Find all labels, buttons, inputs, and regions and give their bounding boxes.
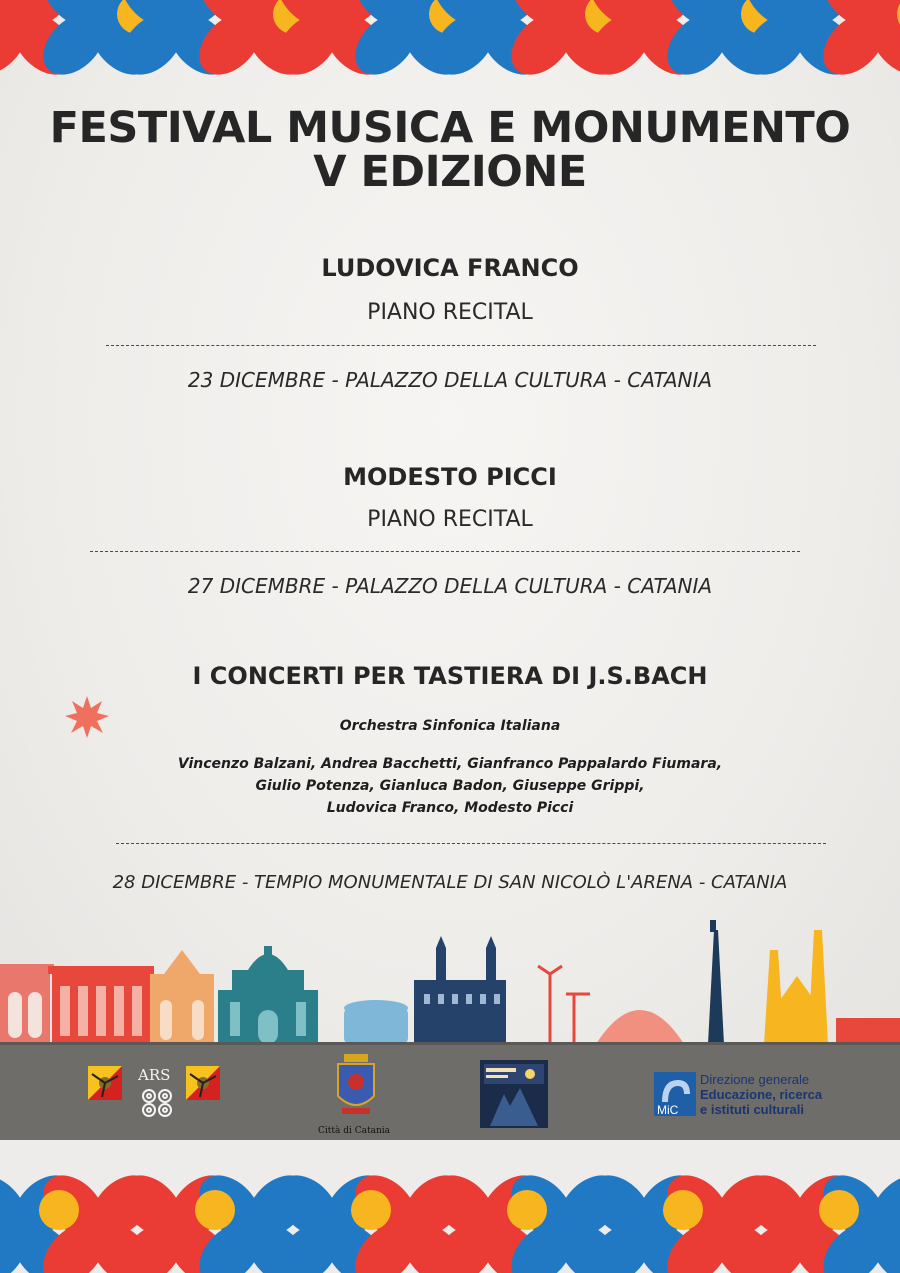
event-3-soloists [0,753,900,819]
event-3-dateline: 28 DICEMBRE - TEMPIO MONUMENTALE DI SAN NICOLÒ L'ARENA - CATANIA [112,872,788,893]
spiral-icon [140,1088,174,1118]
floral-dot [819,1190,859,1230]
event-1-program: PIANO RECITAL [367,300,533,325]
floral-dot [351,1190,391,1230]
soloists-line-3: Ludovica Franco, Modesto Picci [326,800,574,816]
catania-skyline-illustration [0,890,900,1050]
festival-title: FESTIVAL MUSICA E MONUMENTO [49,103,851,153]
floral-dot [39,1190,79,1230]
festival-edition: V EDIZIONE [313,147,587,197]
citta-di-catania-caption: Città di Catania [318,1126,390,1136]
top-floral-pattern [0,0,900,92]
event-2-performer: MODESTO PICCI [343,463,557,491]
regione-siciliana-logo [88,1066,122,1104]
event-1-dateline: 23 DICEMBRE - PALAZZO DELLA CULTURA - CATANIA [187,368,713,392]
mic-line-2: Educazione, ricerca [700,1087,823,1102]
regione-siciliana-turismo-logo [186,1066,220,1104]
poster-thumbnail [480,1060,548,1128]
soloists-line-2: Giulio Potenza, Gianluca Badon, Giuseppe Grippi, [255,778,645,794]
mic-logo-text [700,1072,890,1117]
citta-di-catania-logo [334,1052,378,1122]
trinacria-icon [88,1066,122,1104]
event-2-dateline: 27 DICEMBRE - PALAZZO DELLA CULTURA - CATANIA [187,574,713,598]
coat-of-arms-icon [334,1052,378,1122]
event-1-divider [106,345,816,346]
event-2-program: PIANO RECITAL [367,507,533,532]
bottom-floral-pattern [0,1140,900,1273]
event-1-performer: LUDOVICA FRANCO [321,254,579,282]
trinacria-icon [186,1066,220,1104]
event-3-title: I CONCERTI PER TASTIERA DI J.S.BACH [192,662,708,690]
event-3-divider [116,843,826,844]
natale-a-catania-logo [480,1060,548,1128]
floral-dot [663,1190,703,1230]
floral-dot [195,1190,235,1230]
ars-logo-text: ARS [138,1066,171,1084]
mic-badge-text: MiC [657,1103,679,1117]
event-3-orchestra: Orchestra Sinfonica Italiana [339,718,561,734]
mic-line-3: e istituti culturali [700,1102,805,1117]
event-2-divider [90,551,800,552]
floral-dot [507,1190,547,1230]
mic-line-1: Direzione generale [700,1072,810,1087]
soloists-line-1: Vincenzo Balzani, Andrea Bacchetti, Gianfranco Pappalardo Fiumara, [177,756,723,772]
